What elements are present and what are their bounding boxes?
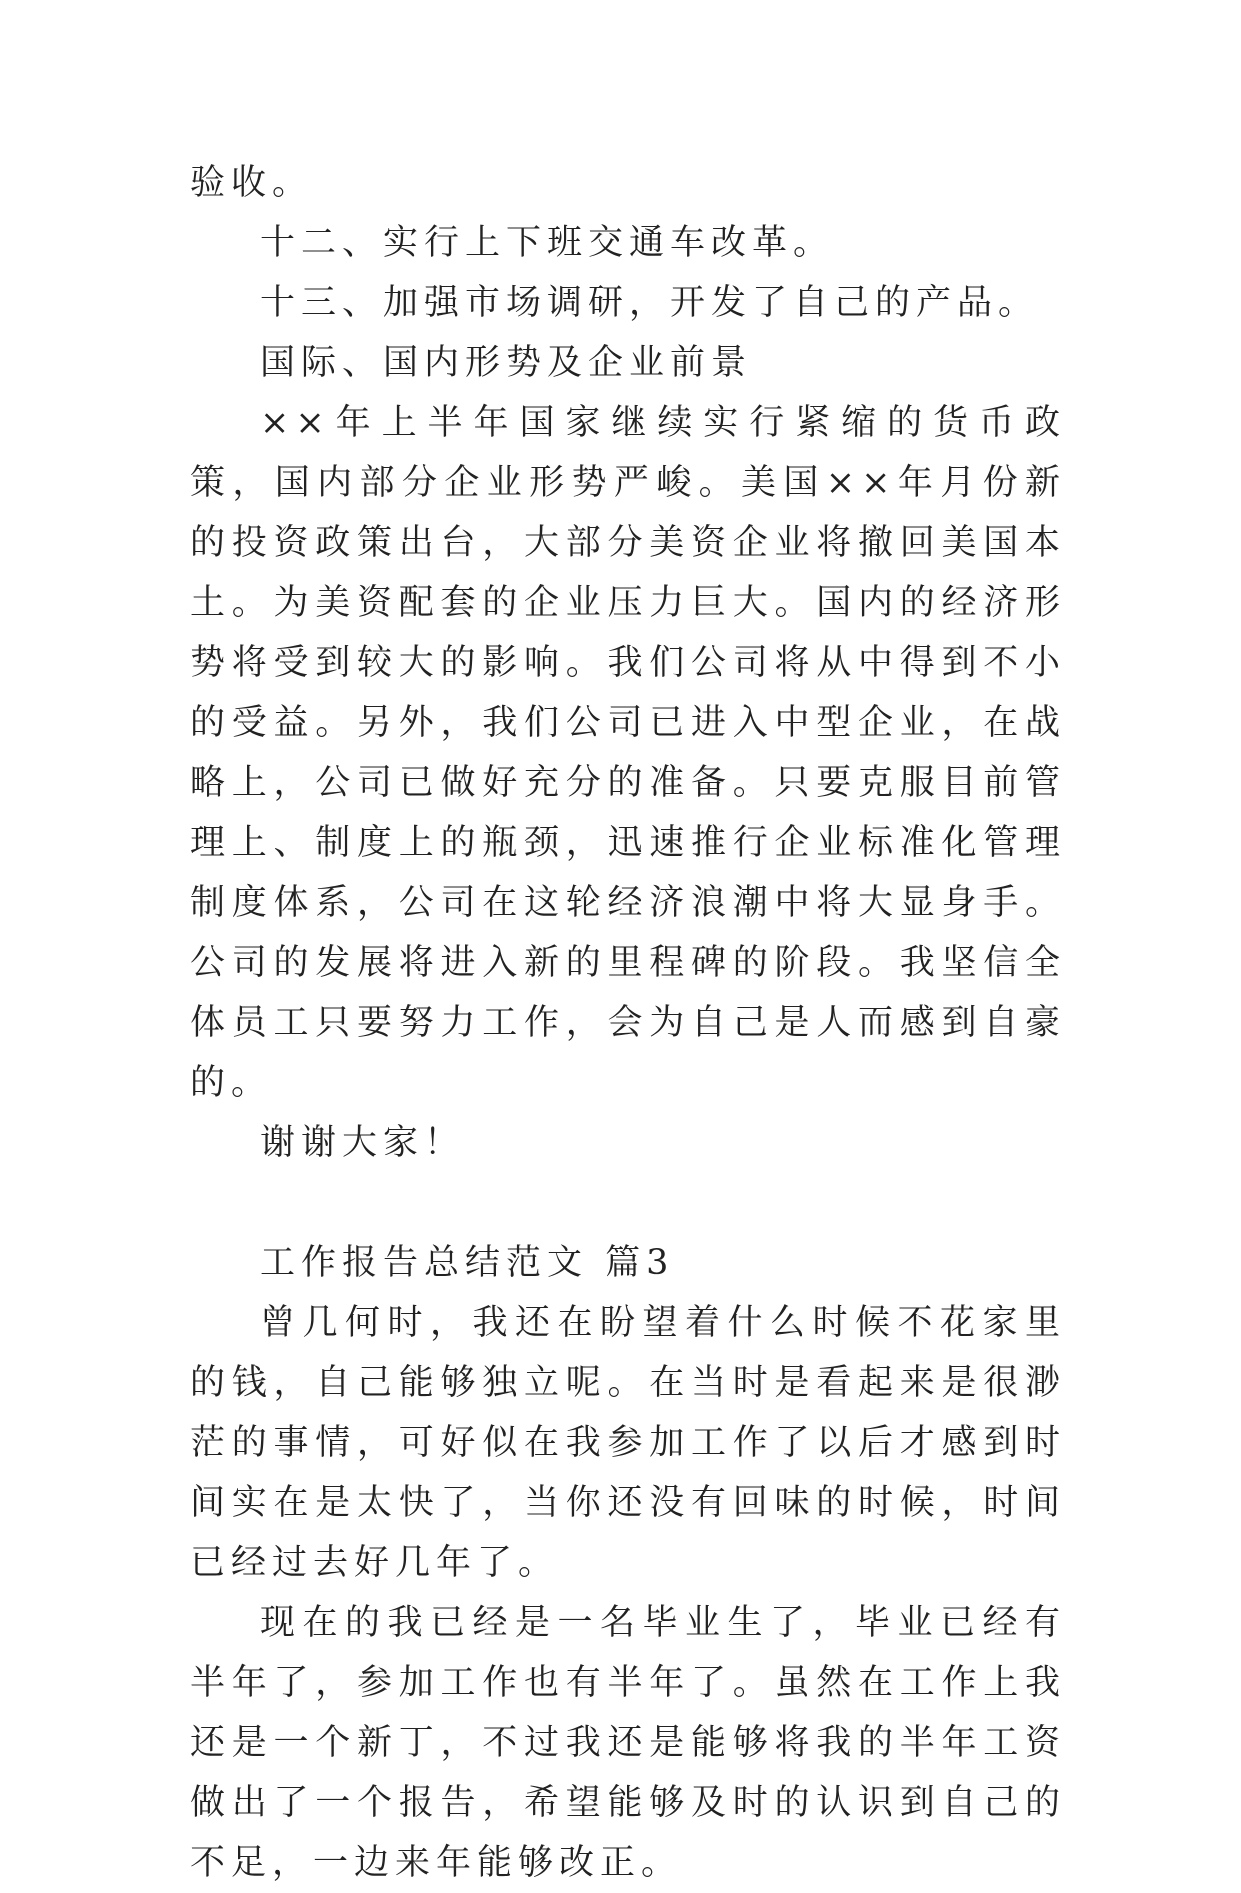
continuation-text: 验收。 (190, 163, 314, 203)
body-paragraph-1: 曾几何时，我还在盼望着什么时候不花家里的钱，自己能够独立呢。在当时是看起来是很渺茫的事情，可好似在我参加工作了以后才感到时间实在是太快了，当你还没有回味的时候，时间已经过去好几年了。 (190, 1303, 1066, 1583)
document-body (190, 153, 1066, 1893)
section-heading: 国际、国内形势及企业前景 (260, 343, 753, 383)
body-paragraph-2: 现在的我已经是一名毕业生了，毕业已经有半年了，参加工作也有半年了。虽然在工作上我还是一个新丁，不过我还是能够将我的半年工资做出了一个报告，希望能够及时的认识到自己的不足，一边来年能够改正。 (190, 1603, 1066, 1883)
outlook-paragraph: ××年上半年国家继续实行紧缩的货币政策，国内部分企业形势严峻。美国××年月份新的投资政策出台，大部分美资企业将撤回美国本土。为美资配套的企业压力巨大。国内的经济形势将受到较大的影响。我们公司将从中得到不小的受益。另外，我们公司已进入中型企业，在战略上，公司已做好充分的准备。只要克服目前管理上、制度上的瓶颈，迅速推行企业标准化管理制度体系，公司在这轮经济浪潮中将大显身手。公司的发展将进入新的里程碑的阶段。我坚信全体员工只要努力工作，会为自己是人而感到自豪的。 (190, 403, 1066, 1103)
thanks-text: 谢谢大家！ (260, 1123, 466, 1163)
list-item-13: 十三、加强市场调研，开发了自己的产品。 (260, 283, 1040, 323)
list-item-12: 十二、实行上下班交通车改革。 (260, 223, 835, 263)
section-gap (190, 1173, 1066, 1233)
article-title: 工作报告总结范文 篇3 (260, 1243, 675, 1283)
